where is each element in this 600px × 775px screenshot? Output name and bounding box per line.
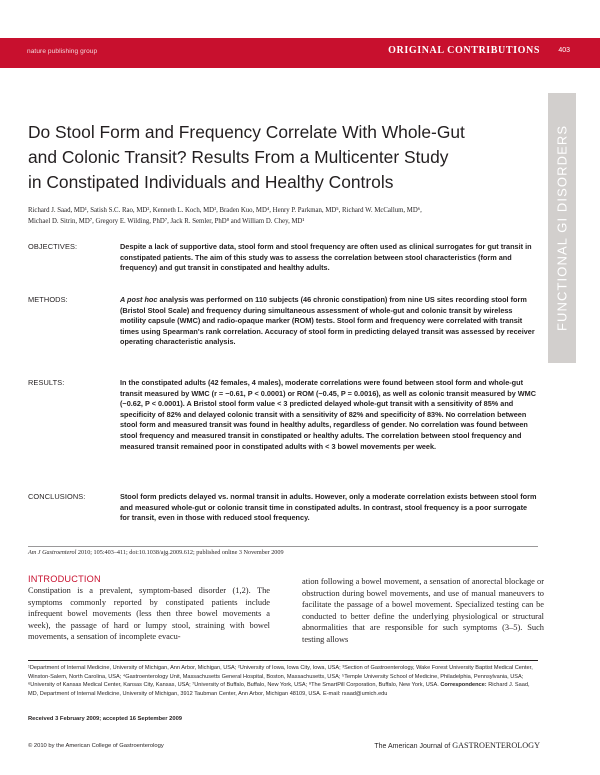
title-line-3: in Constipated Individuals and Healthy Controls	[28, 172, 394, 192]
section-side-tab	[548, 93, 576, 363]
side-tab-label: FUNCTIONAL GI DISORDERS	[554, 124, 570, 332]
journal-prefix: The American Journal of	[374, 743, 453, 750]
journal-main: GASTROENTEROLOGY	[452, 741, 540, 750]
author-list	[28, 206, 538, 227]
body-column-right: ation following a bowel movement, a sensation of anorectal blockage or obstruction during bowel movements, and use of manual maneuvers to facilitate the passage of a bowel movement. Specialized testing can be conducted to better define the underlying physiological or structural abnormalities that are responsible for such symptoms (3–5). Such testing allows	[302, 577, 544, 644]
abstract-divider	[28, 546, 538, 547]
citation-line	[28, 549, 284, 556]
citation-details: 2010; 105:403–411; doi:10.1038/ajg.2009.612; published online 3 November 2009	[76, 549, 284, 556]
copyright-notice: © 2010 by the American College of Gastroenterology	[28, 743, 164, 749]
journal-name	[374, 741, 540, 750]
affiliations-footnote	[28, 664, 540, 699]
correspondence-text: Richard J. Saad, MD, Department of Internal Medicine, University of Michigan, 3912 Taubman Center, Ann Arbor, Michigan 48109, USA. E-mail: rsaad@umich.edu	[28, 682, 530, 698]
authors-line-1: Richard J. Saad, MD¹, Satish S.C. Rao, MD², Kenneth L. Koch, MD³, Braden Kuo, MD⁴, Henry P. Parkman, MD⁵, Richard W. McCallum, MD⁶,	[28, 207, 422, 214]
objectives-label: OBJECTIVES:	[28, 242, 78, 251]
conclusions-text: Stool form predicts delayed vs. normal transit in adults. However, only a moderate correlation exists between stool form and measured whole-gut or colonic transit time in constipated adults. In contrast, stool frequency is a poor surrogate for transit, even in those with reduced stool frequency.	[120, 492, 537, 523]
methods-label: METHODS:	[28, 295, 68, 304]
results-label: RESULTS:	[28, 378, 65, 387]
methods-body: analysis was performed on 110 subjects (46 chronic constipation) from nine US sites recording stool form (Bristol Stool Scale) and frequency during simultaneous assessment of whole-gut and colonic transit by wireless motility capsule (WMC) and radio-opaque marker (ROM) tests. Stool form and frequency were correlated with transit times using Spearman's rank correlation. Accuracy of stool form in predicting delayed transit was assessed by receiver operating characteristic analysis.	[120, 295, 535, 347]
results-text: In the constipated adults (42 females, 4 males), moderate correlations were found between stool form and whole-gut transit measured by WMC (r = −0.61, P < 0.0001) or ROM (−0.45, P = 0.0016), as well as colonic transit measured by WMC (−0.62, P < 0.0001). A Bristol stool form value < 3 predicted delayed whole-gut transit with a sensitivity of 85% and specificity of 82% and delayed colonic transit with a sensitivity of 82% and specificity of 83%. No correlation between stool form and measured transit was found in healthy adults, regardless of gender. No correlation was found between stool frequency and measured transit in constipated or healthy adults. The correlation between stool frequency and measured transit remained poor in constipated adults with < 3 bowel movements per week.	[120, 378, 537, 451]
footnote-divider	[28, 660, 538, 661]
publisher-name: nature publishing group	[27, 48, 98, 55]
authors-line-2: Michael D. Sitrin, MD⁷, Gregory E. Wilding, PhD⁷, Jack R. Semler, PhD⁸ and William D. Chey, MD¹	[28, 217, 305, 225]
methods-italic: A post hoc	[120, 295, 158, 304]
article-title	[28, 120, 538, 195]
title-line-1: Do Stool Form and Frequency Correlate With Whole-Gut	[28, 122, 465, 142]
received-dates: Received 3 February 2009; accepted 16 September 2009	[28, 716, 183, 722]
conclusions-label: CONCLUSIONS:	[28, 492, 86, 501]
body-column-left: Constipation is a prevalent, symptom-based disorder (1,2). The symptoms commonly reported by constipated patients include infrequent bowel movements (less then three bowel movements a week), the passage of hard or lumpy stool, straining with bowel movements, a sensation of incomplete evacu-	[28, 586, 270, 642]
methods-text	[120, 295, 538, 348]
title-line-2: and Colonic Transit? Results From a Multicenter Study	[28, 147, 449, 167]
objectives-text: Despite a lack of supportive data, stool form and stool frequency are often used as clinical surrogates for gut transit in constipated patients. The aim of this study was to assess the correlation between stool characteristics (form and frequency) and gut transit in constipated and healthy adults.	[120, 242, 532, 273]
correspondence-label: Correspondence:	[440, 682, 487, 689]
affiliations-text: ¹Department of Internal Medicine, University of Michigan, Ann Arbor, Michigan, USA; ²University of Iowa, Iowa City, Iowa, USA; ³Section of Gastroenterology, Wake Forest University Baptist Medical Center, Winston-Salem, North Carolina, USA; ⁴Gastroenterology Unit, Massachusetts General Hospital, Boston, Massachusetts, USA; ⁵Temple University School of Medicine, Philadelphia, Pennsylvania, USA; ⁶University of Kansas Medical Center, Kansas City, Kansas, USA; ⁷University of Buffalo, Buffalo, New York, USA; ⁸The SmartPill Corporation, Buffalo, New York, USA.	[28, 665, 533, 689]
citation-journal: Am J Gastroenterol	[28, 549, 77, 556]
introduction-heading: INTRODUCTION	[28, 574, 101, 584]
section-label: ORIGINAL CONTRIBUTIONS	[388, 45, 540, 56]
page-number: 403	[558, 47, 570, 54]
